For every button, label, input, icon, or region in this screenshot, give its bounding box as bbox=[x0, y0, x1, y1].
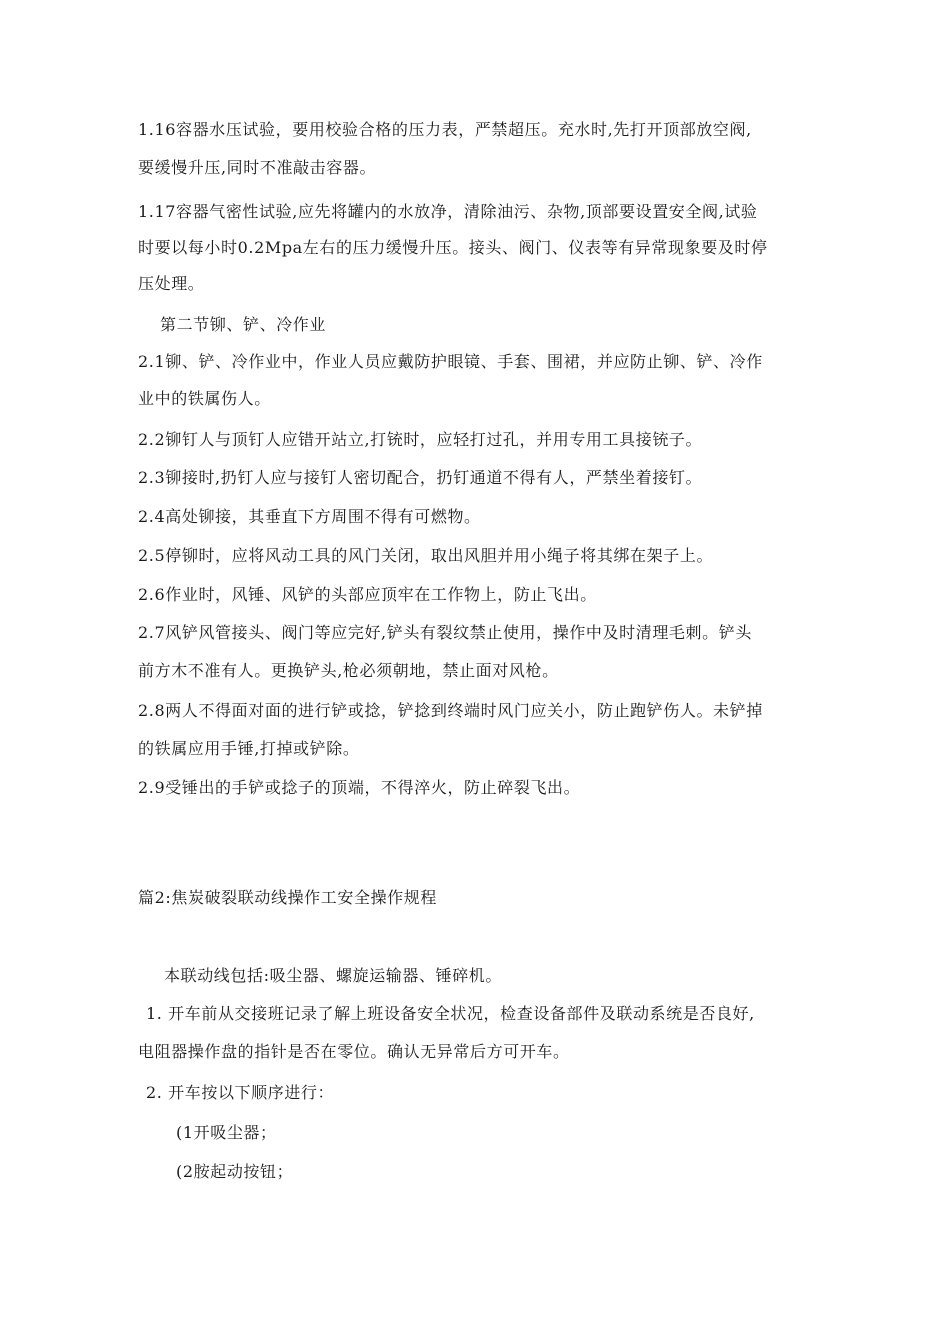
paragraph-line: 前方木不准有人。更换铲头,枪必须朝地，禁止面对风枪。 bbox=[138, 661, 559, 680]
paragraph-line: 2.8两人不得面对面的进行铲或捻，铲捻到终端时风门应关小，防止跑铲伤人。未铲掉 bbox=[138, 701, 763, 720]
paragraph-line: 2.2铆钉人与顶钉人应错开站立,打铳时，应轻打过孔，并用专用工具接铳子。 bbox=[138, 430, 703, 449]
article-title: 篇2:焦炭破裂联动线操作工安全操作规程 bbox=[138, 888, 437, 907]
paragraph-line: 电阻器操作盘的指针是否在零位。确认无异常后方可开车。 bbox=[138, 1042, 570, 1061]
paragraph-line: 2.4高处铆接，其垂直下方周围不得有可燃物。 bbox=[138, 507, 481, 526]
paragraph-line: 2.6作业时，风锤、风铲的头部应顶牢在工作物上，防止飞出。 bbox=[138, 585, 597, 604]
paragraph-line: 2.5停铆时，应将风动工具的风门关闭，取出风胆并用小绳子将其绑在架子上。 bbox=[138, 546, 714, 565]
paragraph-line: 2.7风铲风管接头、阀门等应完好,铲头有裂纹禁止使用，操作中及时清理毛刺。铲头 bbox=[138, 623, 752, 642]
sub-list-item: (1开吸尘器； bbox=[176, 1123, 277, 1142]
paragraph-line: 2.1铆、铲、冷作业中，作业人员应戴防护眼镜、手套、围裙，并应防止铆、铲、冷作 bbox=[138, 352, 763, 371]
sub-list-item: (2胺起动按钮； bbox=[176, 1162, 294, 1181]
paragraph-line: 的铁属应用手锤,打掉或铲除。 bbox=[138, 739, 360, 758]
paragraph-line: 2.9受锤出的手铲或捻子的顶端，不得淬火，防止碎裂飞出。 bbox=[138, 778, 581, 797]
section-heading: 第二节铆、铲、冷作业 bbox=[160, 315, 327, 334]
list-item: 2. 开车按以下顺序进行： bbox=[146, 1083, 335, 1102]
paragraph-line: 业中的铁属伤人。 bbox=[138, 389, 271, 408]
paragraph-line: 1.17容器气密性试验,应先将罐内的水放净，清除油污、杂物,顶部要设置安全阀,试验 bbox=[138, 202, 758, 221]
paragraph-line: 2.3铆接时,扔钉人应与接钉人密切配合，扔钉通道不得有人，严禁坐着接钉。 bbox=[138, 468, 703, 487]
paragraph-line: 本联动线包括:吸尘器、螺旋运输器、锤碎机。 bbox=[164, 966, 502, 985]
paragraph-line: 时要以每小时0.2Mpa左右的压力缓慢升压。接头、阀门、仪表等有异常现象要及时停 bbox=[138, 238, 768, 257]
paragraph-line: 要缓慢升压,同时不准敲击容器。 bbox=[138, 158, 377, 177]
list-item: 1. 开车前从交接班记录了解上班设备安全状况，检查设备部件及联动系统是否良好, bbox=[146, 1004, 755, 1023]
paragraph-line: 1.16容器水压试验，要用校验合格的压力表，严禁超压。充水时,先打开顶部放空阀, bbox=[138, 120, 752, 139]
paragraph-line: 压处理。 bbox=[138, 274, 205, 293]
